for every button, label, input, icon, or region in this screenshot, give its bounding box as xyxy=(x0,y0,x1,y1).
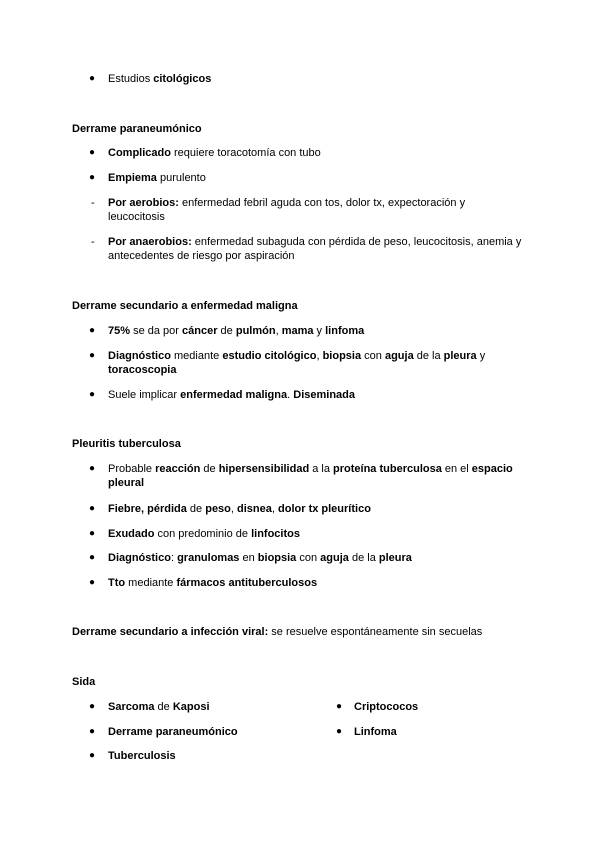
bullet-icon: ● xyxy=(89,172,96,183)
bullet-icon: ● xyxy=(89,552,96,563)
bullet-icon: ● xyxy=(89,701,96,712)
bullet-icon: ● xyxy=(89,463,96,474)
bullet-icon: ● xyxy=(89,577,96,588)
bullet-icon: ● xyxy=(89,73,96,84)
bullet-icon: ● xyxy=(89,325,96,336)
list-item: 75% se da por cáncer de pulmón, mama y linfoma xyxy=(108,325,365,337)
section-heading-paraneumonico: Derrame paraneumónico xyxy=(72,123,202,135)
list-item-continuation: toracoscopia xyxy=(108,364,177,376)
list-item: Probable reacción de hipersensibilidad a la proteína tuberculosa en el espacio xyxy=(108,463,513,475)
list-item: Suele implicar enfermedad maligna. Diseminada xyxy=(108,389,355,401)
list-item-continuation: pleural xyxy=(108,477,145,489)
bullet-icon: ● xyxy=(89,503,96,514)
dash-icon: - xyxy=(91,197,95,209)
list-item: Derrame paraneumónico xyxy=(108,726,238,738)
section-heading-viral: Derrame secundario a infección viral: se resuelve espontáneamente sin secuelas xyxy=(72,626,483,638)
list-item: Diagnóstico: granulomas en biopsia con aguja de la pleura xyxy=(108,552,412,564)
list-item: Estudios citológicos xyxy=(108,73,212,85)
bullet-icon: ● xyxy=(336,701,343,712)
dash-icon: - xyxy=(91,236,95,248)
list-item: Empiema purulento xyxy=(108,172,206,184)
list-item: Fiebre, pérdida de peso, disnea, dolor tx pleurítico xyxy=(108,503,371,515)
list-item: Tto mediante fármacos antituberculosos xyxy=(108,577,318,589)
list-item: Complicado requiere toracotomía con tubo xyxy=(108,147,321,159)
list-item: Linfoma xyxy=(354,726,397,738)
bullet-icon: ● xyxy=(336,726,343,737)
bullet-icon: ● xyxy=(89,147,96,158)
list-item-continuation: antecedentes de riesgo por aspiración xyxy=(108,250,295,262)
bullet-icon: ● xyxy=(89,750,96,761)
bullet-icon: ● xyxy=(89,528,96,539)
section-heading-tuberculosa: Pleuritis tuberculosa xyxy=(72,438,181,450)
bullet-icon: ● xyxy=(89,350,96,361)
bullet-icon: ● xyxy=(89,389,96,400)
list-item: Por anaerobios: enfermedad subaguda con pérdida de peso, leucocitosis, anemia y xyxy=(108,236,522,248)
list-item: Por aerobios: enfermedad febril aguda con tos, dolor tx, expectoración y xyxy=(108,197,466,209)
section-heading-sida: Sida xyxy=(72,676,96,688)
section-heading-maligna: Derrame secundario a enfermedad maligna xyxy=(72,300,298,312)
bullet-icon: ● xyxy=(89,726,96,737)
list-item: Criptococos xyxy=(354,701,419,713)
list-item: Tuberculosis xyxy=(108,750,176,762)
list-item-continuation: leucocitosis xyxy=(108,211,165,223)
list-item: Exudado con predominio de linfocitos xyxy=(108,528,300,540)
list-item: Sarcoma de Kaposi xyxy=(108,701,210,713)
list-item: Diagnóstico mediante estudio citológico, biopsia con aguja de la pleura y xyxy=(108,350,486,362)
